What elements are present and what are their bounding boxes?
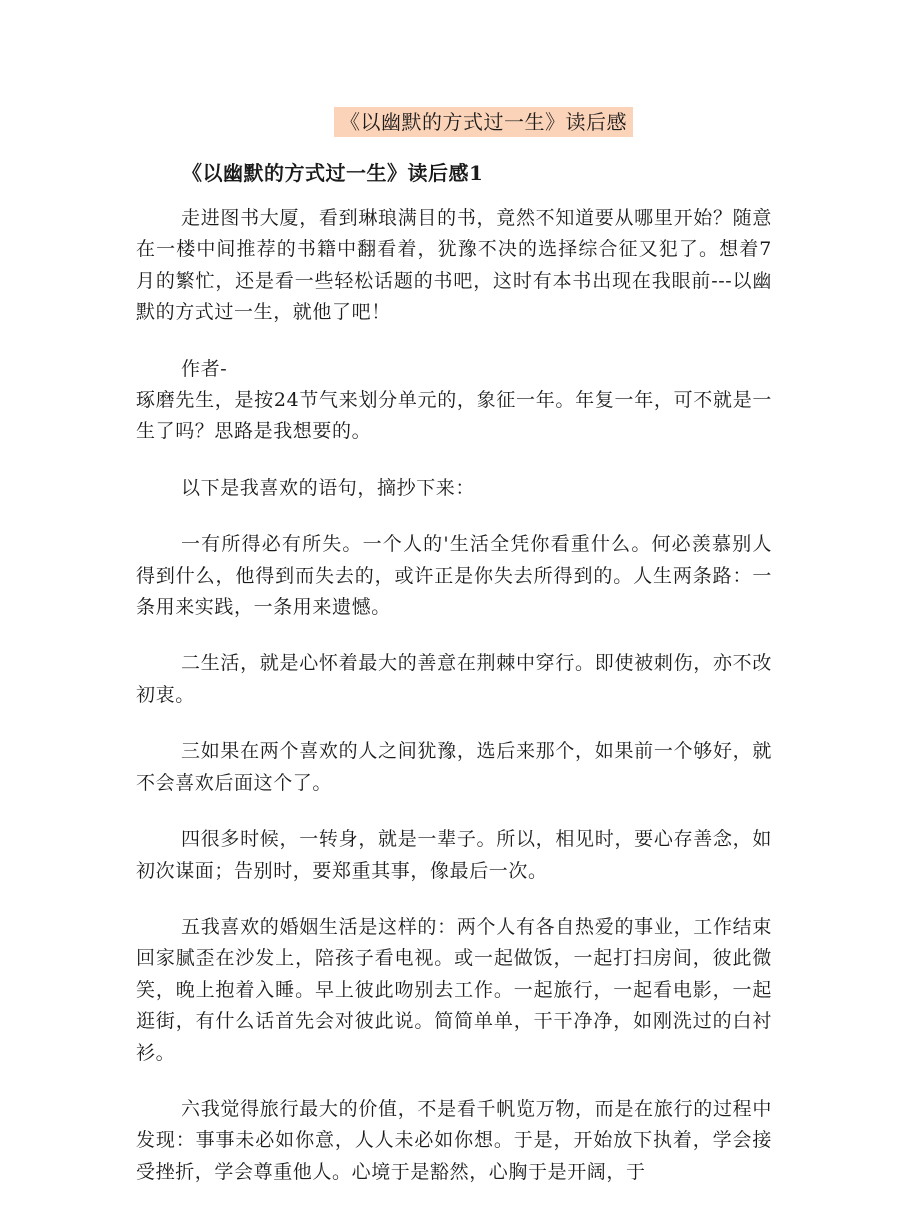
document-title: 《以幽默的方式过一生》读后感 <box>334 107 633 137</box>
paragraph-quote-5: 五我喜欢的婚姻生活是这样的：两个人有各自热爱的事业，工作结束回家腻歪在沙发上，陪孩子看电视。或一起做饭，一起打扫房间，彼此微笑，晚上抱着入睡。早上彼此吻别去工作。一起旅行，一起看电影，一起逛街，有什么话首先会对彼此说。简简单单，干干净净，如刚洗过的白衬衫。 <box>136 915 772 1064</box>
paragraph-author: 琢磨先生，是按24节气来划分单元的，象征一年。年复一年，可不就是一生了吗？思路是我想要的。 <box>136 389 772 443</box>
paragraph-quote-2: 二生活，就是心怀着最大的善意在荆棘中穿行。即使被刺伤，亦不改初衷。 <box>136 652 772 706</box>
paragraph-intro: 走进图书大厦，看到琳琅满目的书，竟然不知道要从哪里开始？随意在一楼中间推荐的书籍中翻看着，犹豫不决的选择综合征又犯了。想着7月的繁忙，还是看一些轻松话题的书吧，这时有本书出现在我眼前---以幽默的方式过一生，就他了吧！ <box>136 207 772 324</box>
paragraph-quote-3: 三如果在两个喜欢的人之间犹豫，选后来那个，如果前一个够好，就不会喜欢后面这个了。 <box>136 740 772 794</box>
paragraph-quote-4: 四很多时候，一转身，就是一辈子。所以，相见时，要心存善念，如初次谋面；告别时，要郑重其事，像最后一次。 <box>136 828 772 882</box>
paragraph-quotes-intro: 以下是我喜欢的语句，摘抄下来： <box>181 476 476 499</box>
paragraph-author-label: 作者- <box>181 357 228 380</box>
section-title: 《以幽默的方式过一生》读后感1 <box>182 161 484 185</box>
paragraph-quote-1: 一有所得必有所失。一个人的'生活全凭你看重什么。何必羡慕别人得到什么，他得到而失去的，或许正是你失去所得到的。人生两条路：一条用来实践，一条用来遗憾。 <box>136 533 772 619</box>
document-body <box>136 203 772 1213</box>
paragraph-quote-6: 六我觉得旅行最大的价值，不是看千帆览万物，而是在旅行的过程中发现：事事未必如你意，人人未必如你想。于是，开始放下执着，学会接受挫折，学会尊重他人。心境于是豁然，心胸于是开阔，于 <box>136 1097 772 1183</box>
